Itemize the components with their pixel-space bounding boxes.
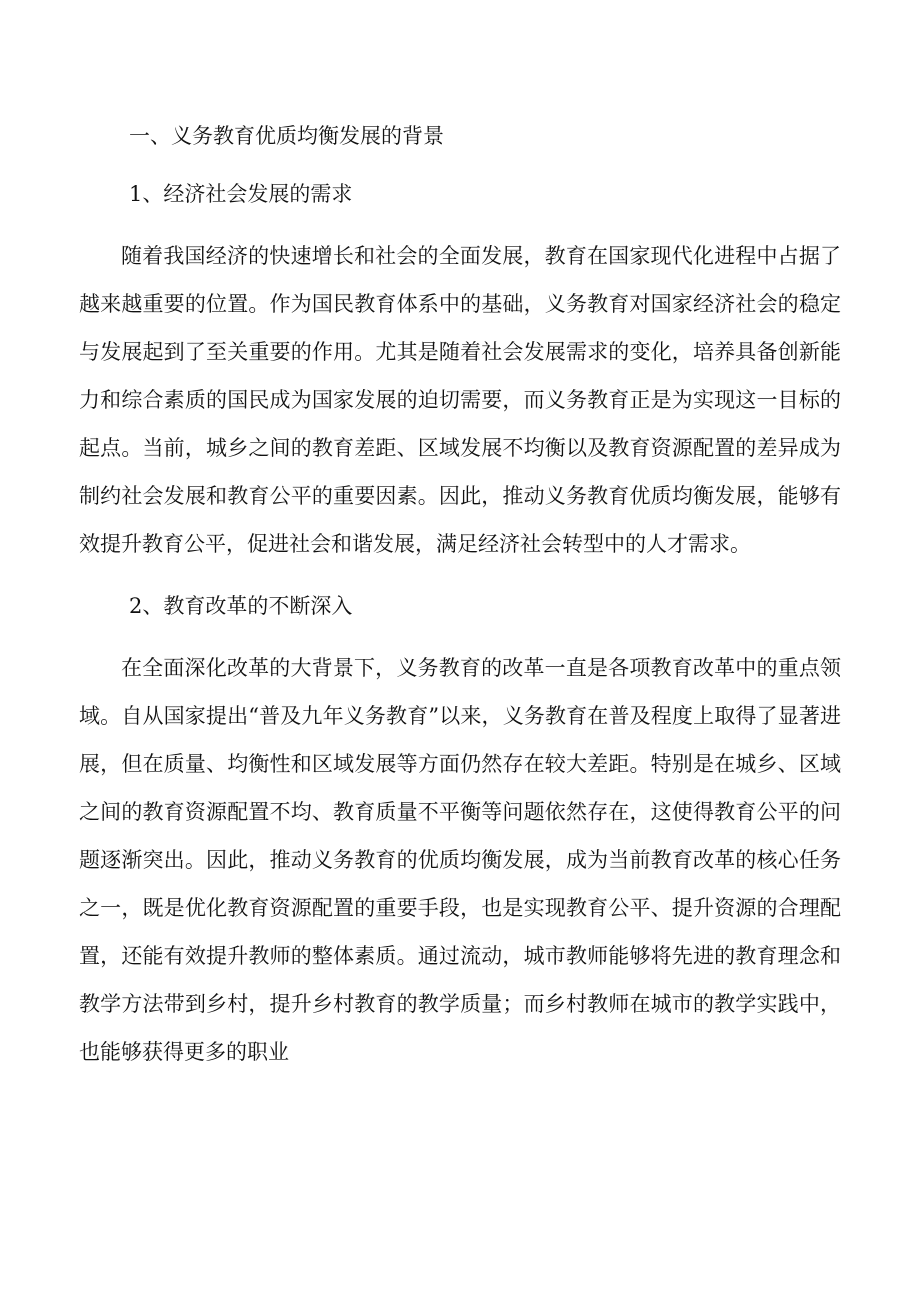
spacer <box>79 568 841 582</box>
paragraph-1: 随着我国经济的快速增长和社会的全面发展，教育在国家现代化进程中占据了越来越重要的位置。作为国民教育体系中的基础，义务教育对国家经济社会的稳定与发展起到了至关重要的作用。尤其是随着社会发展需求的变化，培养具备创新能力和综合素质的国民成为国家发展的迫切需要，而义务教育正是为实现这一目标的起点。当前，城乡之间的教育差距、区域发展不均衡以及教育资源配置的差异成为制约社会发展和教育公平的重要因素。因此，推动义务教育优质均衡发展，能够有效提升教育公平，促进社会和谐发展，满足经济社会转型中的人才需求。 <box>79 244 841 556</box>
subsection-title-1: 1、经济社会发展的需求 <box>129 182 353 206</box>
spacer <box>79 160 841 170</box>
spacer <box>79 218 841 232</box>
subsection-title-2: 2、教育改革的不断深入 <box>129 594 353 618</box>
spacer <box>79 630 841 644</box>
document-content <box>79 112 841 1076</box>
section-title: 一、义务教育优质均衡发展的背景 <box>129 124 444 148</box>
paragraph-2: 在全面深化改革的大背景下，义务教育的改革一直是各项教育改革中的重点领域。自从国家提出“普及九年义务教育”以来，义务教育在普及程度上取得了显著进展，但在质量、均衡性和区域发展等方面仍然存在较大差距。特别是在城乡、区域之间的教育资源配置不均、教育质量不平衡等问题依然存在，这使得教育公平的问题逐渐突出。因此，推动义务教育的优质均衡发展，成为当前教育改革的核心任务之一，既是优化教育资源配置的重要手段，也是实现教育公平、提升资源的合理配置，还能有效提升教师的整体素质。通过流动，城市教师能够将先进的教育理念和教学方法带到乡村，提升乡村教育的教学质量；而乡村教师在城市的教学实践中，也能够获得更多的职业 <box>79 656 841 1064</box>
